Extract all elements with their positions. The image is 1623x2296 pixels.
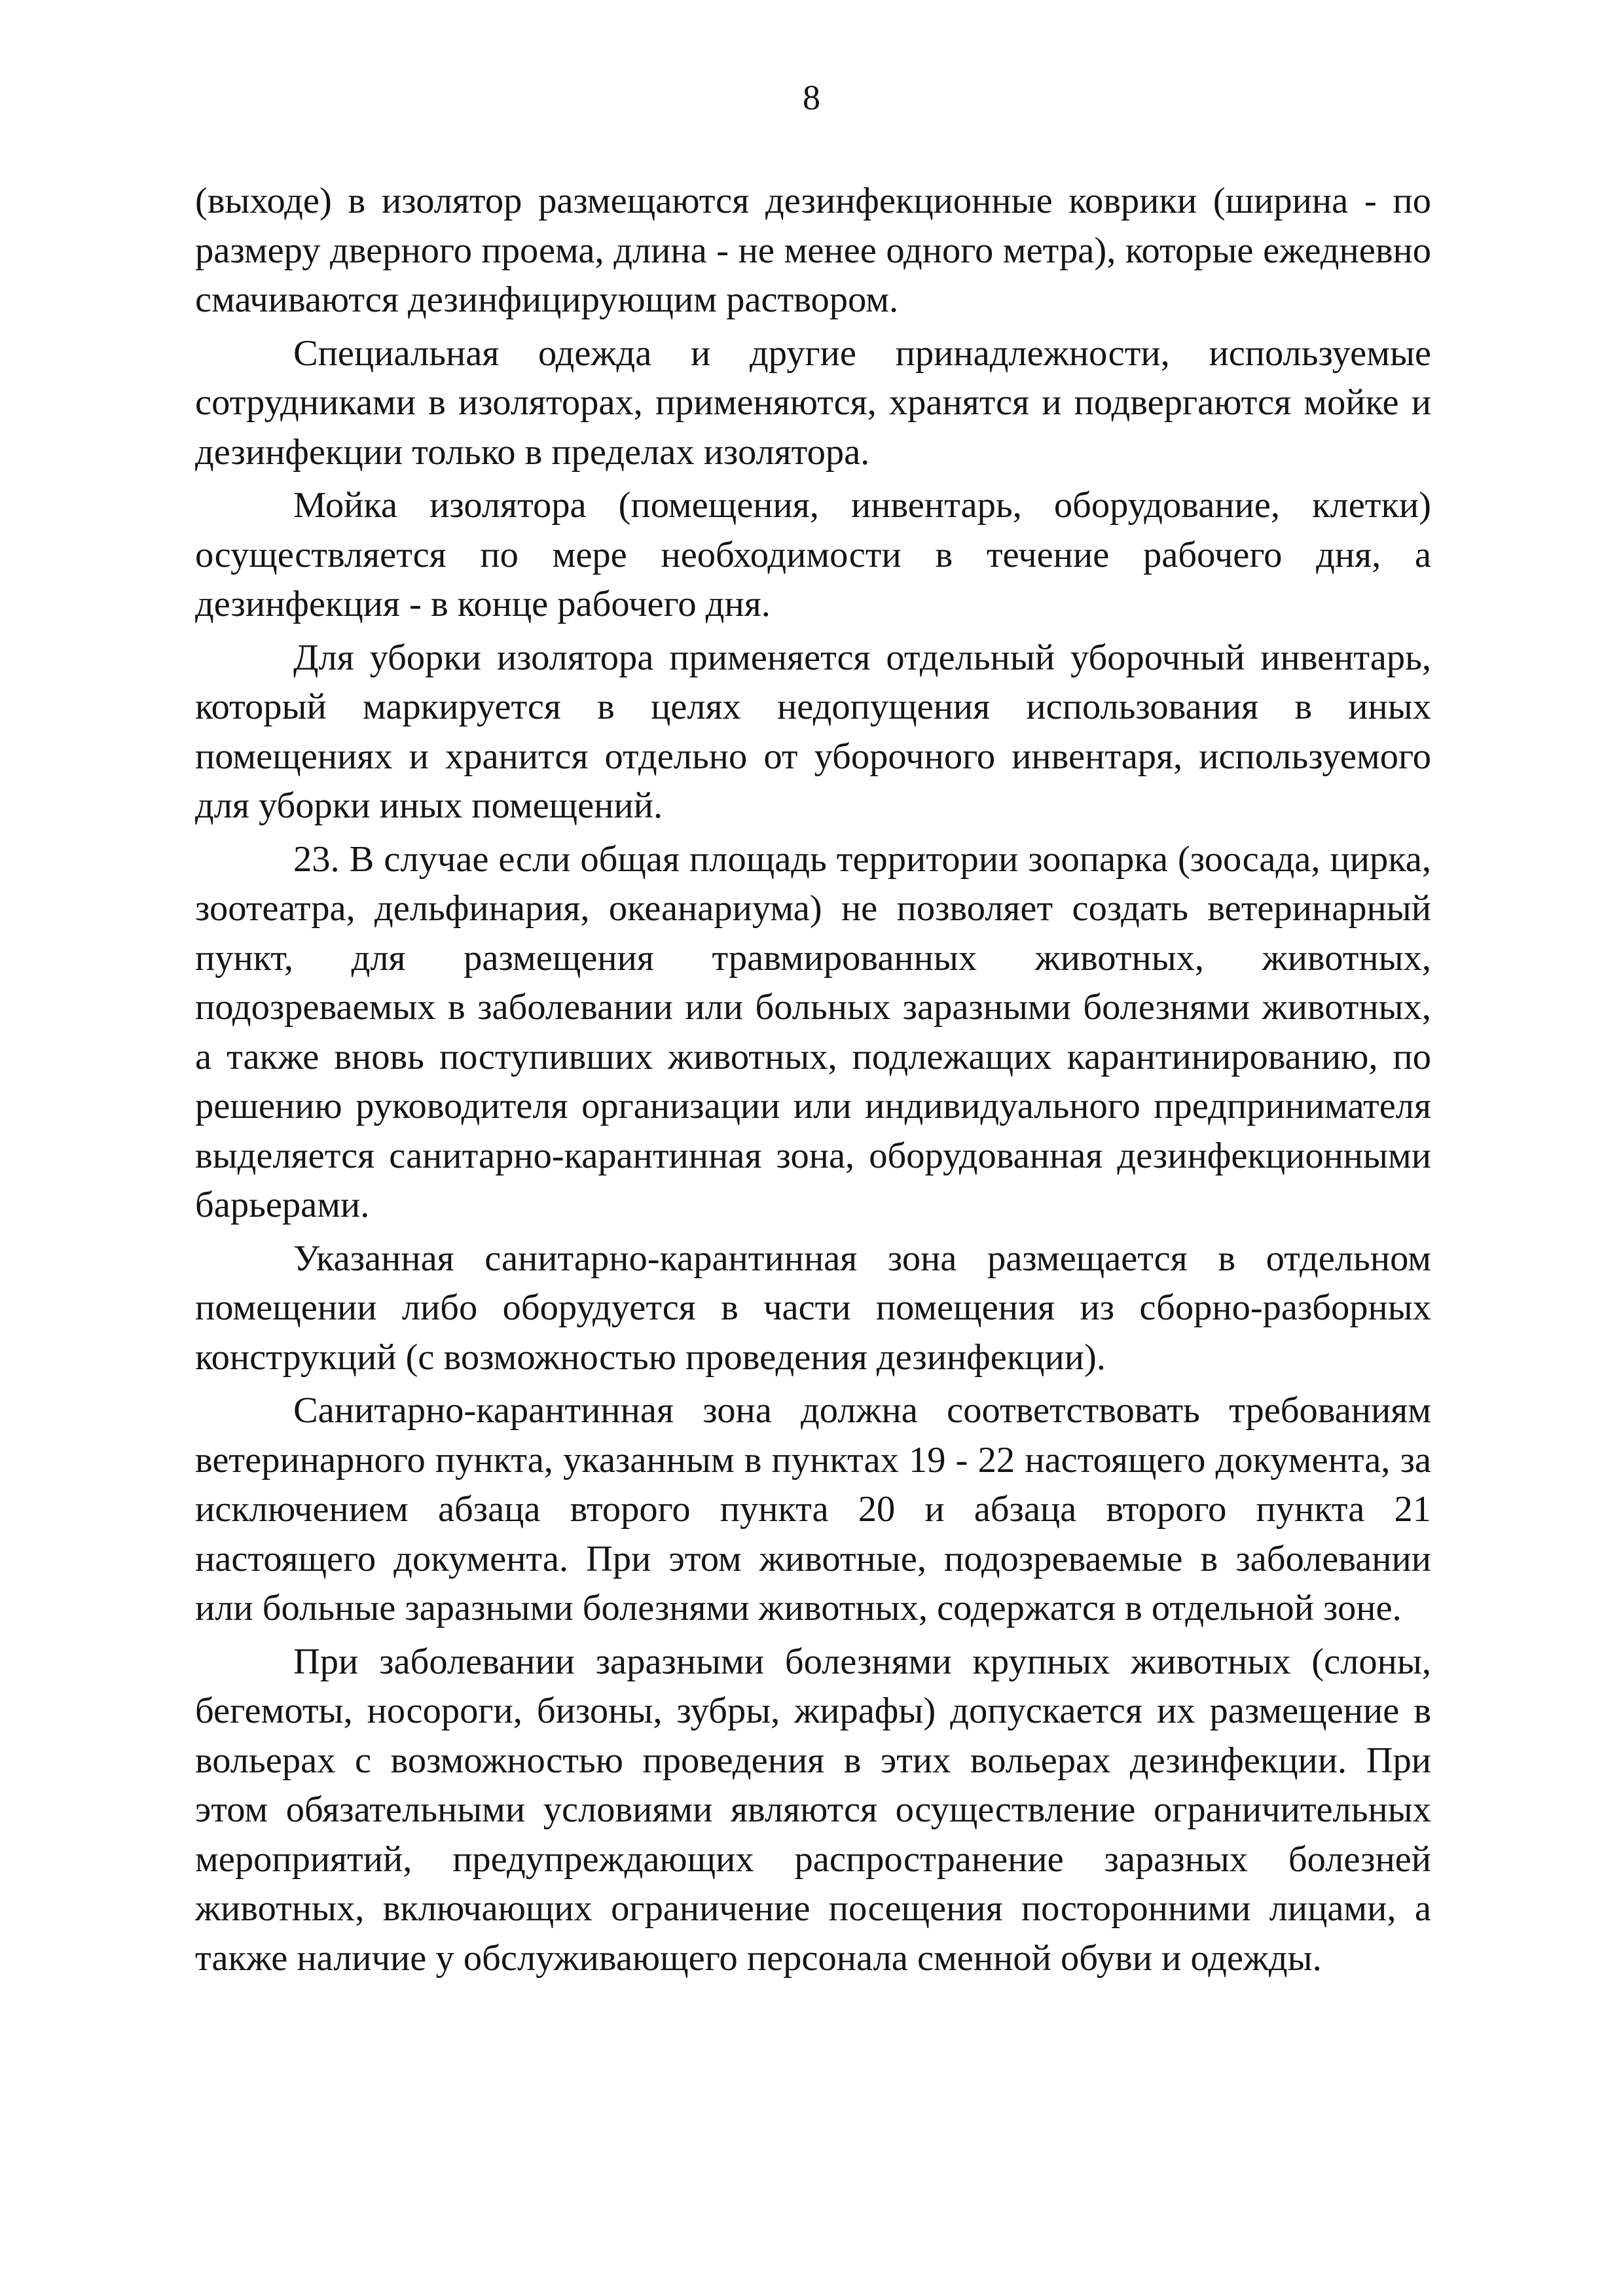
page-number: 8 — [803, 78, 820, 117]
paragraph-cleaning-inventory: Для уборки изолятора применяется отдельный уборочный инвентарь, который маркируется в целях недопущения использования в иных помещениях и хранится отдельно от уборочного инвентаря, используемого для уборки иных помещений. — [195, 637, 1431, 826]
paragraph-quarantine-zone-requirements: Санитарно-карантинная зона должна соответствовать требованиям ветеринарного пункта, указанным в пунктах 19 - 22 настоящего документа, за исключением абзаца второго пункта 20 и абзаца второго пункта 21 настоящего документа. При этом животные, подозреваемые в заболевании или больные заразными болезнями животных, содержатся в отдельной зоне. — [195, 1390, 1431, 1628]
paragraph-item-23: 23. В случае если общая площадь территории зоопарка (зоосада, цирка, зоотеатра, дельфинария, океанариума) не позволяет создать ветеринарный пункт, для размещения травмированных животных, животных, подозреваемых в заболевании или больных заразными болезнями животных, а также вновь поступивших животных, подлежащих карантинированию, по решению руководителя организации или индивидуального предпринимателя выделяется санитарно-карантинная зона, оборудованная дезинфекционными барьерами. — [195, 838, 1431, 1225]
paragraph-isolator-washing: Мойка изолятора (помещения, инвентарь, оборудование, клетки) осуществляется по мере необходимости в течение рабочего дня, а дезинфекция - в конце рабочего дня. — [195, 485, 1431, 624]
paragraph-special-clothing: Специальная одежда и другие принадлежности, используемые сотрудниками в изоляторах, применяются, хранятся и подвергаются мойке и дезинфекции только в пределах изолятора. — [195, 332, 1431, 473]
document-body — [195, 177, 1431, 1983]
paragraph-large-animals: При заболевании заразными болезнями крупных животных (слоны, бегемоты, носороги, бизоны, зубры, жирафы) допускается их размещение в вольерах с возможностью проведения в этих вольерах дезинфекции. При этом обязательными условиями являются осуществление ограничительных мероприятий, предупреждающих распространение заразных болезней животных, включающих ограничение посещения посторонними лицами, а также наличие у обслуживающего персонала сменной обуви и одежды. — [195, 1641, 1431, 1979]
paragraph-quarantine-zone-placement: Указанная санитарно-карантинная зона размещается в отдельном помещении либо оборудуется в части помещения из сборно-разборных конструкций (с возможностью проведения дезинфекции). — [195, 1238, 1431, 1378]
paragraph-isolator-entrance: (выходе) в изолятор размещаются дезинфекционные коврики (ширина - по размеру дверного проема, длина - не менее одного метра), которые ежедневно смачиваются дезинфицирующим раствором. — [195, 181, 1431, 320]
